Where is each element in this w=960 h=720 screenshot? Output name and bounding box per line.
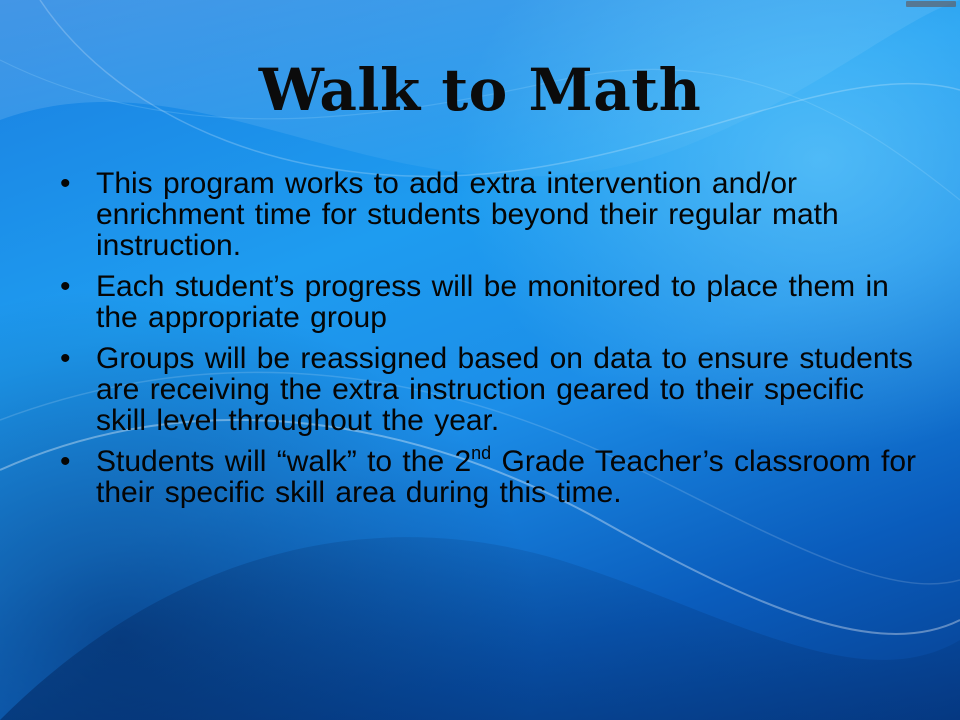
bullet-item: [60, 443, 922, 509]
bullet-item: [60, 168, 922, 261]
bullet-text: Each student’s progress will be monitored to place them in the appropriate group: [96, 270, 889, 334]
bullet-text-part: Grade Teacher’s classroom for their specific skill area during this time.: [96, 445, 917, 509]
bullet-dot: •: [60, 342, 71, 375]
bullet-dot: •: [60, 167, 71, 200]
bullet-text: [96, 445, 916, 509]
corner-badge: [906, 1, 956, 7]
bullet-text: Groups will be reassigned based on data to ensure students are receiving the extra instruction geared to their specific skill level throughout the year.: [96, 342, 913, 437]
bullet-text-part: Students will “walk” to the 2: [96, 445, 472, 478]
bullet-dot: •: [60, 270, 71, 303]
bullet-list: [60, 168, 922, 518]
bullet-text: This program works to add extra intervention and/or enrichment time for students beyond their regular math instruction.: [96, 167, 839, 262]
ordinal-suffix: nd: [471, 443, 492, 463]
bullet-dot: •: [60, 445, 71, 478]
slide-title: Walk to Math: [258, 56, 702, 124]
bullet-item: [60, 271, 922, 333]
bullet-item: [60, 343, 922, 436]
